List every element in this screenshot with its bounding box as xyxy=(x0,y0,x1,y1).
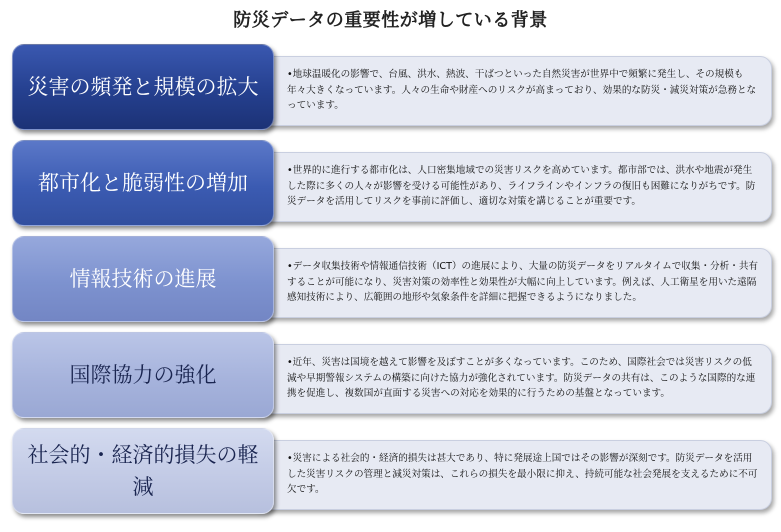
factor-description: データ収集技術や情報通信技術（ICT）の進展により、大量の防災データをリアルタイムで収集・分析・共有することが可能になり、災害対策の効率性と効果性が大幅に向上しています。例えば、人工衛星を用いた遠隔感知技術により、広範囲の地形や気象条件を詳細に把握できるようになりました。 xyxy=(287,261,759,303)
factor-description: 災害による社会的・経済的損失は甚大であり、特に発展途上国ではその影響が深刻です。防災データを活用した災害リスクの管理と減災対策は、これらの損失を最小限に抑え、持続可能な社会発展を支えるために不可欠です。 xyxy=(287,453,758,495)
factor-row-disaster-frequency xyxy=(12,44,774,132)
factor-description-panel xyxy=(250,152,772,222)
bullet-marker: • xyxy=(287,261,293,272)
background-factors-list xyxy=(12,44,774,516)
factor-heading-box xyxy=(12,332,274,418)
factor-description-panel xyxy=(250,248,772,318)
factor-heading: 情報技術の進展 xyxy=(69,267,217,291)
factor-description-panel xyxy=(250,344,772,414)
bullet-marker: • xyxy=(287,453,293,464)
factor-description-panel xyxy=(250,440,772,510)
bullet-marker: • xyxy=(287,357,293,368)
factor-row-loss-reduction xyxy=(12,428,774,516)
factor-description: 世界的に進行する都市化は、人口密集地域での災害リスクを高めています。都市部では、洪水や地震が発生した際に多くの人々が影響を受ける可能性があり、ライフラインやインフラの復旧も困難になりがちです。防災データを活用してリスクを事前に評価し、適切な対策を講じることが重要です。 xyxy=(287,165,756,207)
factor-description: 地球温暖化の影響で、台風、洪水、熱波、干ばつといった自然災害が世界中で頻繁に発生し、その規模も年々大きくなっています。人々の生命や財産へのリスクが高まっており、効果的な防災・減災対策が急務となっています。 xyxy=(287,69,757,111)
factor-heading: 国際協力の強化 xyxy=(69,363,217,387)
factor-heading: 社会的・経済的損失の軽減 xyxy=(27,443,259,499)
factor-row-urbanization xyxy=(12,140,774,228)
factor-description: 近年、災害は国境を越えて影響を及ぼすことが多くなっています。このため、国際社会では災害リスクの低減や早期警報システムの構築に向けた協力が強化されています。防災データの共有は、このような国際的な連携を促進し、複数国が直面する災害への対応を効果的に行うための基盤となっています。 xyxy=(287,357,756,399)
bullet-marker: • xyxy=(287,69,293,80)
factor-row-international-cooperation xyxy=(12,332,774,420)
factor-heading: 災害の頻発と規模の拡大 xyxy=(27,75,259,99)
factor-heading-box xyxy=(12,44,274,130)
factor-heading-box xyxy=(12,428,274,514)
diagram-title: 防災データの重要性が増している背景 xyxy=(233,10,548,31)
factor-heading: 都市化と脆弱性の増加 xyxy=(38,171,248,195)
factor-description-panel xyxy=(250,56,772,126)
factor-heading-box xyxy=(12,236,274,322)
factor-row-information-technology xyxy=(12,236,774,324)
bullet-marker: • xyxy=(287,165,293,176)
factor-heading-box xyxy=(12,140,274,226)
